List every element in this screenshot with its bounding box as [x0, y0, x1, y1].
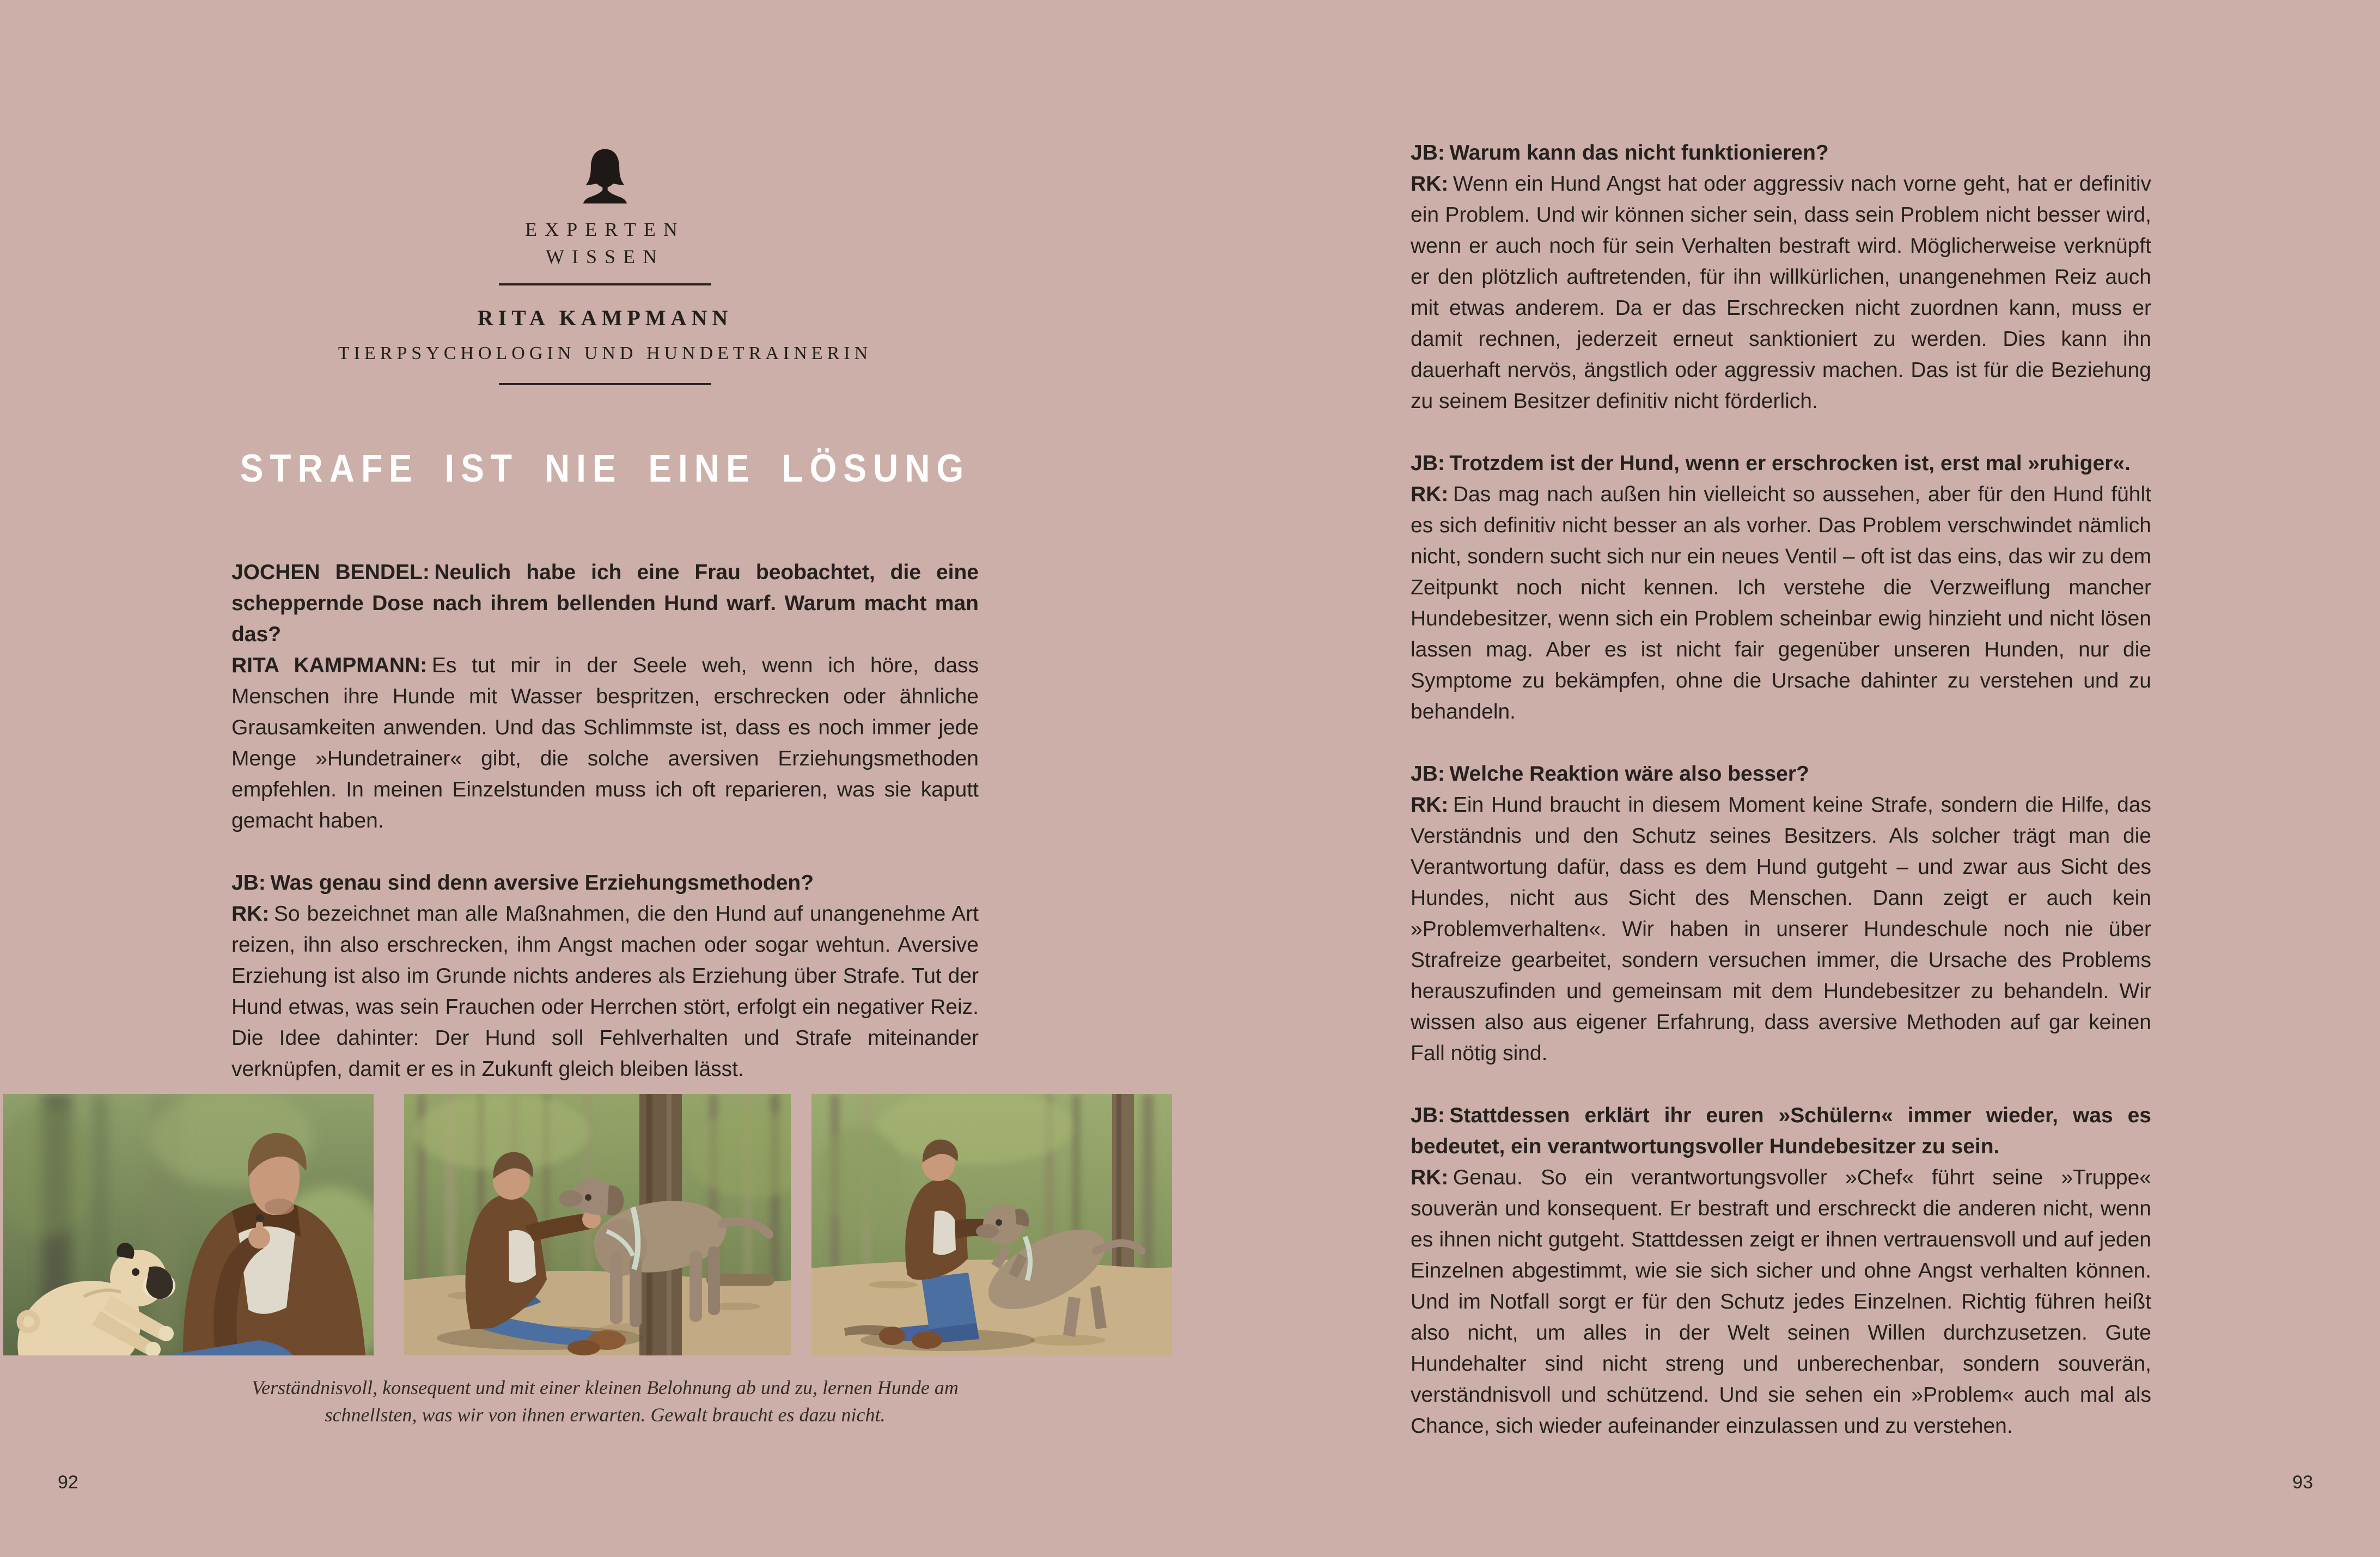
- speaker-label: JB:: [1411, 452, 1445, 475]
- interview-question: [1411, 137, 2151, 168]
- interview-answer: [1411, 168, 2151, 417]
- speaker-label: RK:: [231, 902, 270, 926]
- interview-exchange: [231, 867, 979, 1085]
- page-number-left: 92: [58, 1472, 78, 1493]
- interview-exchange: [1411, 758, 2151, 1069]
- question-text: Trotzdem ist der Hund, wenn er erschrocken ist, erst mal »ruhiger«.: [1449, 452, 2131, 475]
- speaker-label: RITA KAMPMANN:: [231, 654, 428, 677]
- photo-caption: Verständnisvoll, konsequent und mit einer kleinen Belohnung ab und zu, lernen Hunde am schnellsten, was wir von ihnen erwarten. Gewalt braucht es dazu nicht.: [252, 1377, 959, 1426]
- interview-question: [1411, 758, 2151, 789]
- interview-exchange: [1411, 1100, 2151, 1442]
- interview-question: [231, 867, 979, 898]
- divider-bottom: [499, 383, 711, 385]
- interview-exchange: [1411, 137, 2151, 417]
- answer-text: Wenn ein Hund Angst hat oder aggressiv nach vorne geht, hat er definitiv ein Problem. Und wir können sicher sein, dass sein Problem nicht besser wird, wenn er auch noch für sein Verhalten bestraft wird. Möglicherweise verknüpft er den plötzlich auftretenden, für ihn willkürlichen, unangenehmen Reiz auch mit etwas anderem. Da er das Erschrecken nicht zuordnen kann, muss er damit rechnen, jederzeit erneut sanktioniert zu werden. Dies kann ihn dauerhaft nervös, ängstlich oder aggressiv machen. Das ist für die Beziehung zu seinem Besitzer definitiv nicht förderlich.: [1411, 172, 2151, 413]
- photo-dog-jumping-on-kneeling-man: [811, 1094, 1172, 1355]
- answer-text: Es tut mir in der Seele weh, wenn ich höre, dass Menschen ihre Hunde mit Wasser bespritzen, erschrecken oder ähnliche Grausamkeiten anwenden. Und das Schlimmste ist, dass es noch immer jede Menge »Hundetrainer« gibt, die solche aversiven Erziehungsmethoden empfehlen. In meinen Einzelstunden muss ich oft reparieren, was sie kaputt gemacht haben.: [231, 654, 979, 832]
- speaker-label: JOCHEN BENDEL:: [231, 561, 430, 584]
- question-text: Neulich habe ich eine Frau beobachtet, die eine scheppernde Dose nach ihrem bellenden Hund warf. Warum macht man das?: [231, 561, 979, 646]
- question-text: Welche Reaktion wäre also besser?: [1449, 762, 1809, 786]
- speaker-label: JB:: [1411, 762, 1445, 786]
- interview-question: [231, 557, 979, 650]
- speaker-label: RK:: [1411, 483, 1449, 506]
- page-number-right: 93: [2292, 1472, 2313, 1493]
- expert-role: TIERPSYCHOLOGIN UND HUNDETRAINERIN: [338, 343, 872, 363]
- interview-exchange: [1411, 448, 2151, 727]
- answer-text: Genau. So ein verantwortungsvoller »Chef« führt seine »Truppe« souverän und konsequent. Er bestraft und erschreckt die anderen nicht, wenn es ihnen nicht gutgeht. Stattdessen zeigt er ihnen vertrauensvoll und auf jeden Einzelnen abgestimmt, wie sie sich sicher und ohne Angst verhalten können. Und im Notfall sorgt er für den Schutz jedes Einzelnen. Richtig führen heißt also nicht, um alles in der Welt seinen Willen durchzusetzen. Gute Hundehalter sind nicht streng und unberechenbar, sondern souverän, verständnisvoll und schützend. Und sie sehen ein »Problem« auch mal als Chance, sich wieder aufeinander einzulassen und zu verstehen.: [1411, 1166, 2151, 1438]
- speaker-label: JB:: [1411, 1104, 1445, 1127]
- speaker-label: RK:: [1411, 1166, 1449, 1189]
- page-title: STRAFE IST NIE EINE LÖSUNG: [240, 446, 971, 490]
- question-text: Warum kann das nicht funktionieren?: [1449, 141, 1829, 165]
- answer-text: So bezeichnet man alle Maßnahmen, die den Hund auf unangenehme Art reizen, ihn also erschrecken, ihm Angst machen oder sogar wehtun. Aversive Erziehung ist also im Grunde nichts anderes als Erziehung über Strafe. Tut der Hund etwas, was sein Frauchen oder Herrchen stört, erfolgt ein negativer Reiz. Die Idee dahinter: Der Hund soll Fehlverhalten und Strafe miteinander verknüpfen, damit er es in Zukunft gleich bleiben lässt.: [231, 902, 979, 1081]
- interview-answer: [1411, 789, 2151, 1069]
- interview-answer: [231, 650, 979, 836]
- interview-question: [1411, 448, 2151, 479]
- interview-question: [1411, 1100, 2151, 1162]
- photo-man-rewards-pug: [3, 1094, 374, 1355]
- question-text: Was genau sind denn aversive Erziehungsmethoden?: [270, 871, 814, 895]
- speaker-label: JB:: [231, 871, 266, 895]
- expert-badge: [231, 146, 979, 385]
- speaker-label: RK:: [1411, 172, 1449, 196]
- interview-answer: [1411, 479, 2151, 727]
- interview-answer: [1411, 1162, 2151, 1442]
- expert-name: RITA KAMPMANN: [477, 306, 733, 330]
- badge-line1: EXPERTEN: [525, 218, 685, 240]
- interview-column-left: [231, 557, 979, 1085]
- woman-silhouette-icon: [231, 146, 979, 210]
- divider-top: [499, 283, 711, 285]
- speaker-label: JB:: [1411, 141, 1445, 165]
- interview-column-right: [1411, 137, 2151, 1442]
- badge-line2: WISSEN: [546, 246, 664, 267]
- interview-answer: [231, 898, 979, 1085]
- question-text: Stattdessen erklärt ihr euren »Schülern« immer wieder, was es bedeutet, ein verantwortungsvoller Hundebesitzer zu sein.: [1411, 1104, 2151, 1158]
- answer-text: Ein Hund braucht in diesem Moment keine Strafe, sondern die Hilfe, das Verständnis und den Schutz seines Besitzers. Als solcher trägt man die Verantwortung dafür, dass es dem Hund gutgeht – und zwar aus Sicht des Hundes, nicht aus Sicht des Menschen. Dann zeigt er auch kein »Problemverhalten«. Wir haben in unserer Hundeschule noch nie über Strafreize gearbeitet, sondern versuchen immer, die Ursache des Problems herauszufinden und gemeinsam mit dem Hundebesitzer zu behandeln. Wir wissen also aus eigener Erfahrung, dass aversive Methoden auf gar keinen Fall nötig sind.: [1411, 793, 2151, 1065]
- interview-exchange: [231, 557, 979, 836]
- speaker-label: RK:: [1411, 793, 1449, 817]
- answer-text: Das mag nach außen hin vielleicht so aussehen, aber für den Hund fühlt es sich definitiv nicht besser an als vorher. Das Problem verschwindet nämlich nicht, sondern sucht sich nur ein neues Ventil – oft ist das eins, das wir zu dem Zeitpunkt noch nicht kennen. Ich verstehe die Verzweiflung mancher Hundebesitzer, wenn sich ein Problem scheinbar ewig hinzieht und nicht lösen lassen mag. Aber es ist nicht fair gegenüber unseren Hunden, nur die Symptome zu bekämpfen, ohne die Ursache dahinter zu verstehen und zu behandeln.: [1411, 483, 2151, 723]
- photo-man-sitting-with-dog: [404, 1094, 791, 1355]
